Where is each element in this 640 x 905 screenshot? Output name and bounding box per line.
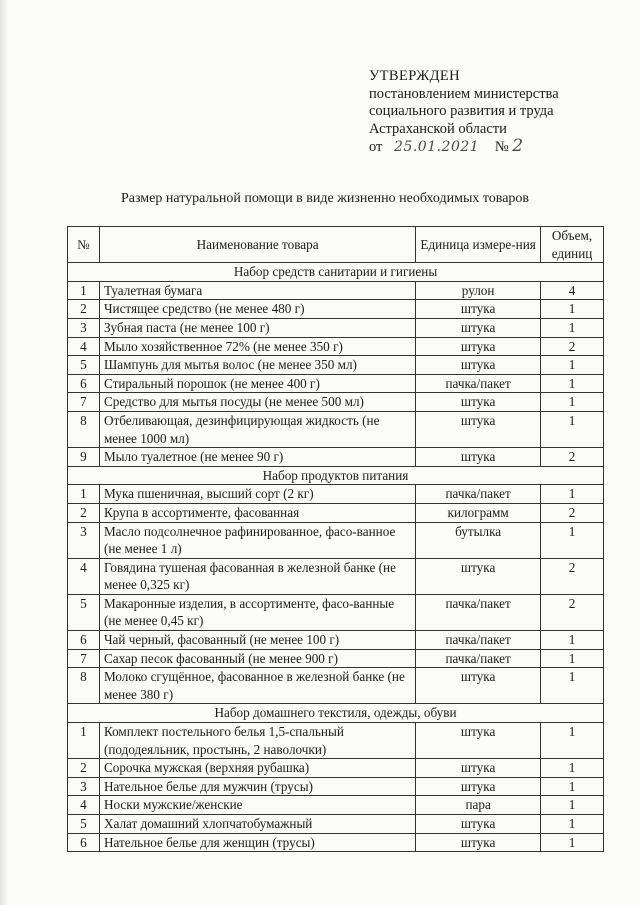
cell-qty: 1 xyxy=(541,796,604,815)
handwritten-date: 25.01.2021 xyxy=(394,139,480,155)
cell-num: 5 xyxy=(68,356,100,375)
cell-unit: штука xyxy=(416,318,541,337)
section-row xyxy=(68,466,604,485)
cell-qty: 1 xyxy=(541,356,604,375)
cell-qty: 1 xyxy=(541,374,604,393)
cell-qty: 4 xyxy=(541,281,604,300)
cell-unit: рулон xyxy=(416,281,541,300)
approval-caption: УТВЕРЖДЕН xyxy=(369,68,461,84)
cell-qty: 1 xyxy=(541,522,604,558)
cell-name: Сорочка мужская (верхняя рубашка) xyxy=(99,759,415,778)
cell-qty: 2 xyxy=(541,448,604,467)
cell-num: 4 xyxy=(68,337,100,356)
header-num: № xyxy=(68,227,100,263)
handwritten-number: 2 xyxy=(512,136,524,156)
section-row xyxy=(68,704,604,723)
table-row xyxy=(68,411,604,447)
cell-qty: 1 xyxy=(541,411,604,447)
table-row xyxy=(68,631,604,650)
cell-qty: 1 xyxy=(541,723,604,759)
table-row xyxy=(68,393,604,412)
table-row xyxy=(68,281,604,300)
table-row xyxy=(68,485,604,504)
section-title: Набор домашнего текстиля, одежды, обуви xyxy=(68,704,604,723)
cell-name: Халат домашний хлопчатобумажный xyxy=(99,815,415,834)
cell-qty: 1 xyxy=(541,649,604,668)
document-title: Размер натуральной помощи в виде жизненно необходимых товаров xyxy=(120,191,530,206)
header-unit: Единица измере-ния xyxy=(416,227,541,263)
cell-name: Масло подсолнечное рафинированное, фасо-ванное (не менее 1 л) xyxy=(99,522,415,558)
table-row xyxy=(68,522,604,558)
cell-name: Комплект постельного белья 1,5-спальный (пододеяльник, простынь, 2 наволочки) xyxy=(99,723,415,759)
cell-num: 7 xyxy=(68,649,100,668)
table-row xyxy=(68,558,604,594)
cell-unit: пара xyxy=(416,796,541,815)
cell-name: Отбеливающая, дезинфицирующая жидкость (не менее 1000 мл) xyxy=(99,411,415,447)
cell-unit: штука xyxy=(416,558,541,594)
cell-num: 5 xyxy=(68,594,100,630)
table-row xyxy=(68,723,604,759)
cell-num: 7 xyxy=(68,393,100,412)
cell-unit: штука xyxy=(416,356,541,375)
approval-block xyxy=(369,68,619,157)
cell-qty: 2 xyxy=(541,558,604,594)
cell-unit: штука xyxy=(416,411,541,447)
section-row xyxy=(68,263,604,282)
cell-name: Нательное белье для женщин (трусы) xyxy=(99,833,415,852)
table-row xyxy=(68,337,604,356)
cell-name: Средство для мытья посуды (не менее 500 мл) xyxy=(99,393,415,412)
cell-name: Зубная паста (не менее 100 г) xyxy=(99,318,415,337)
cell-qty: 2 xyxy=(541,594,604,630)
cell-unit: штука xyxy=(416,300,541,319)
table-row xyxy=(68,668,604,704)
number-prefix: № xyxy=(494,139,509,155)
cell-qty: 2 xyxy=(541,503,604,522)
header-qty: Объем, единиц xyxy=(541,227,604,263)
cell-qty: 1 xyxy=(541,833,604,852)
table-row xyxy=(68,649,604,668)
page-edge-shadow xyxy=(0,0,9,905)
table-row xyxy=(68,815,604,834)
cell-qty: 1 xyxy=(541,815,604,834)
cell-name: Молоко сгущённое, фасованное в железной банке (не менее 380 г) xyxy=(99,668,415,704)
cell-qty: 1 xyxy=(541,777,604,796)
cell-qty: 1 xyxy=(541,668,604,704)
cell-unit: штука xyxy=(416,393,541,412)
cell-num: 8 xyxy=(68,411,100,447)
cell-name: Крупа в ассортименте, фасованная xyxy=(99,503,415,522)
cell-qty: 1 xyxy=(541,759,604,778)
cell-name: Мука пшеничная, высший сорт (2 кг) xyxy=(99,485,415,504)
cell-qty: 1 xyxy=(541,300,604,319)
cell-unit: штука xyxy=(416,833,541,852)
cell-name: Стиральный порошок (не менее 400 г) xyxy=(99,374,415,393)
date-prefix: от xyxy=(369,139,383,155)
cell-name: Чистящее средство (не менее 480 г) xyxy=(99,300,415,319)
section-title: Набор продуктов питания xyxy=(68,466,604,485)
cell-unit: штука xyxy=(416,337,541,356)
cell-unit: штука xyxy=(416,448,541,467)
cell-name: Сахар песок фасованный (не менее 900 г) xyxy=(99,649,415,668)
table-row xyxy=(68,503,604,522)
approval-date-line xyxy=(369,138,619,157)
cell-unit: пачка/пакет xyxy=(416,594,541,630)
cell-qty: 1 xyxy=(541,393,604,412)
approval-line: социального развития и труда xyxy=(369,103,554,119)
cell-name: Чай черный, фасованный (не менее 100 г) xyxy=(99,631,415,650)
cell-num: 6 xyxy=(68,631,100,650)
section-title: Набор средств санитарии и гигиены xyxy=(68,263,604,282)
cell-name: Макаронные изделия, в ассортименте, фасо-ванные (не менее 0,45 кг) xyxy=(99,594,415,630)
cell-name: Носки мужские/женские xyxy=(99,796,415,815)
cell-unit: штука xyxy=(416,815,541,834)
cell-num: 1 xyxy=(68,723,100,759)
cell-unit: пачка/пакет xyxy=(416,485,541,504)
cell-name: Туалетная бумага xyxy=(99,281,415,300)
cell-name: Мыло хозяйственное 72% (не менее 350 г) xyxy=(99,337,415,356)
header-name: Наименование товара xyxy=(99,227,415,263)
cell-unit: штука xyxy=(416,668,541,704)
cell-qty: 1 xyxy=(541,631,604,650)
cell-num: 6 xyxy=(68,833,100,852)
cell-unit: пачка/пакет xyxy=(416,631,541,650)
table-header-row xyxy=(68,227,604,263)
cell-num: 4 xyxy=(68,796,100,815)
cell-num: 9 xyxy=(68,448,100,467)
cell-num: 3 xyxy=(68,777,100,796)
table-row xyxy=(68,318,604,337)
goods-table xyxy=(67,226,604,852)
cell-num: 3 xyxy=(68,522,100,558)
cell-qty: 1 xyxy=(541,485,604,504)
cell-unit: пачка/пакет xyxy=(416,649,541,668)
cell-name: Мыло туалетное (не менее 90 г) xyxy=(99,448,415,467)
cell-num: 1 xyxy=(68,485,100,504)
cell-name: Говядина тушеная фасованная в железной банке (не менее 0,325 кг) xyxy=(99,558,415,594)
cell-unit: штука xyxy=(416,759,541,778)
table-row xyxy=(68,759,604,778)
table-row xyxy=(68,356,604,375)
cell-num: 5 xyxy=(68,815,100,834)
approval-line: Астраханской области xyxy=(369,120,507,137)
cell-unit: килограмм xyxy=(416,503,541,522)
table-row xyxy=(68,374,604,393)
cell-unit: бутылка xyxy=(416,522,541,558)
table-body xyxy=(68,263,604,852)
cell-qty: 1 xyxy=(541,318,604,337)
table-row xyxy=(68,594,604,630)
cell-qty: 2 xyxy=(541,337,604,356)
cell-name: Нательное белье для мужчин (трусы) xyxy=(99,777,415,796)
table-row xyxy=(68,448,604,467)
table-row xyxy=(68,300,604,319)
cell-num: 2 xyxy=(68,503,100,522)
table-row xyxy=(68,796,604,815)
cell-num: 2 xyxy=(68,300,100,319)
approval-line: постановлением министерства xyxy=(369,85,559,102)
cell-num: 2 xyxy=(68,759,100,778)
cell-unit: штука xyxy=(416,777,541,796)
cell-unit: пачка/пакет xyxy=(416,374,541,393)
cell-num: 6 xyxy=(68,374,100,393)
cell-num: 4 xyxy=(68,558,100,594)
cell-num: 3 xyxy=(68,318,100,337)
cell-num: 1 xyxy=(68,281,100,300)
cell-num: 8 xyxy=(68,668,100,704)
cell-unit: штука xyxy=(416,723,541,759)
table-row xyxy=(68,833,604,852)
table-row xyxy=(68,777,604,796)
cell-name: Шампунь для мытья волос (не менее 350 мл) xyxy=(99,356,415,375)
